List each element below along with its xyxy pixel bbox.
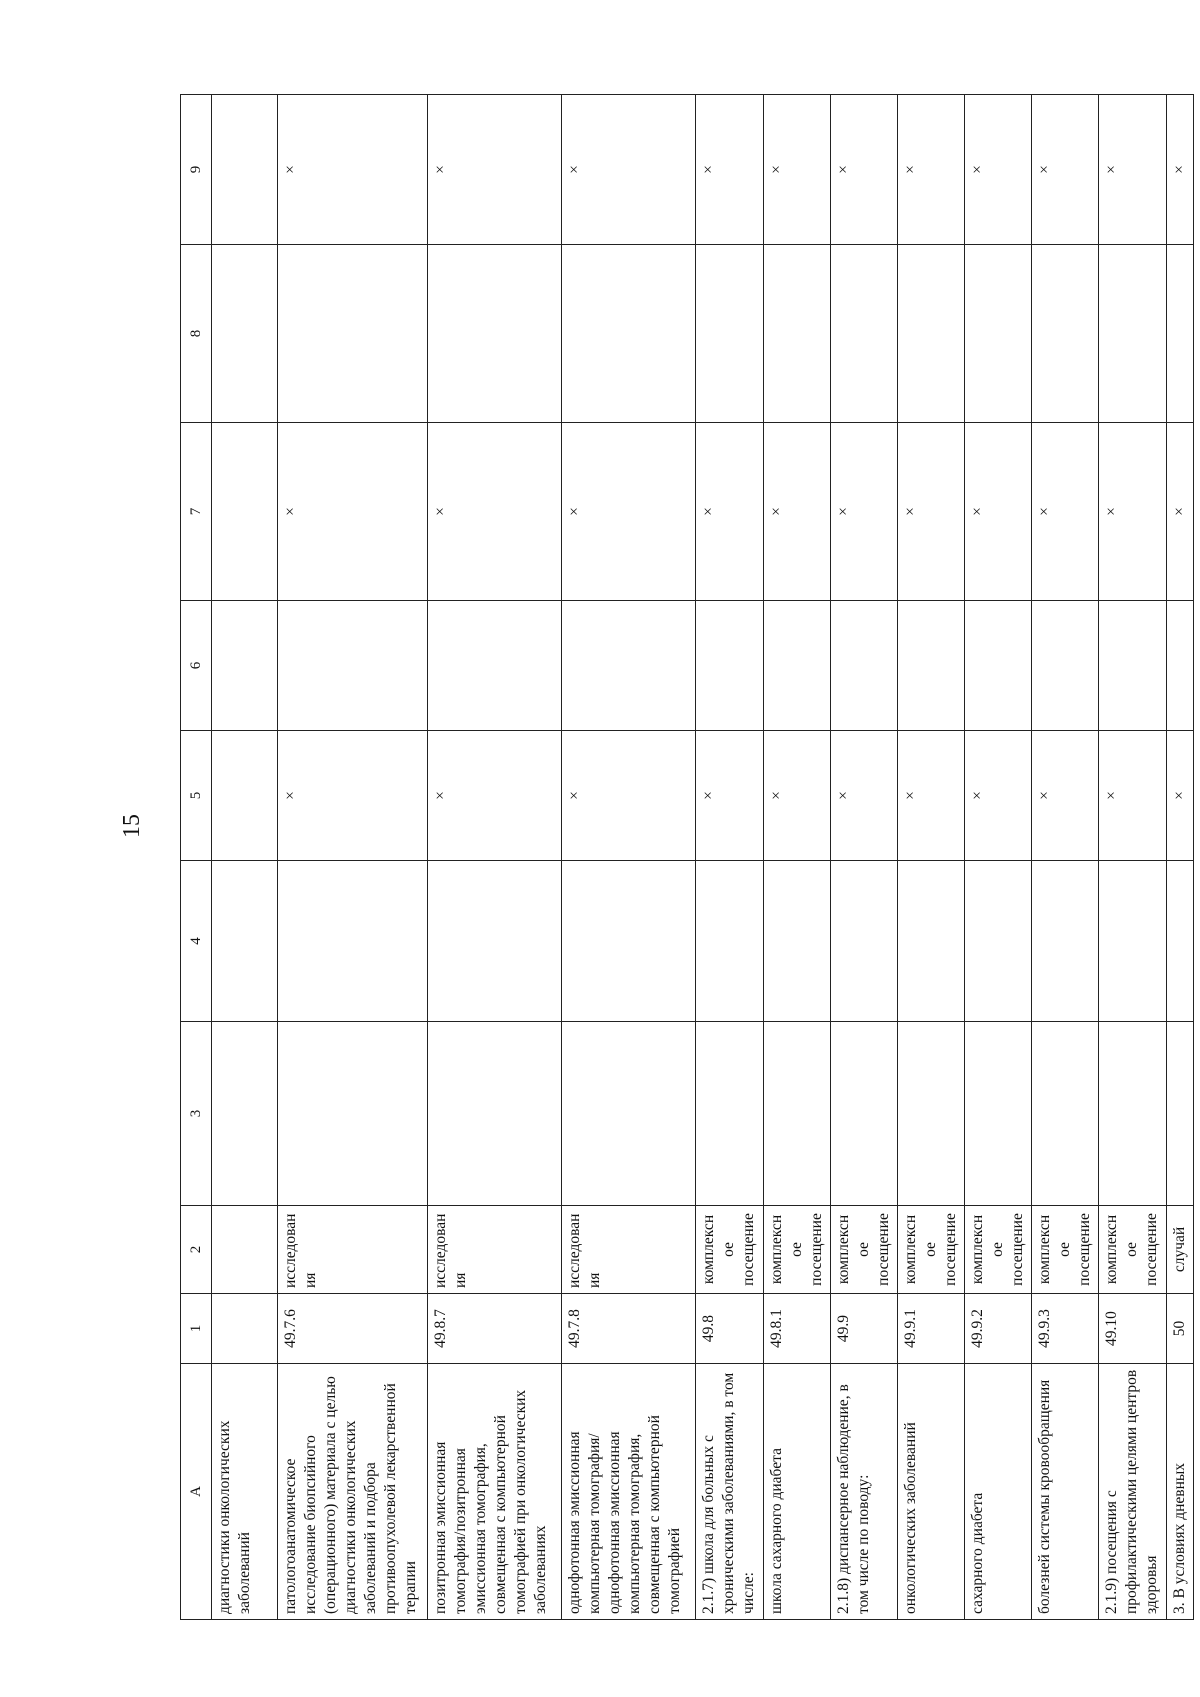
row-label: 2.1.7) школа для больных с хроническими заболеваниями, в том числе:	[696, 1364, 764, 1620]
empty-cell	[965, 601, 1032, 731]
cell-col7: ×	[1099, 423, 1167, 601]
row-unit: комплексное посещение	[764, 1206, 831, 1294]
empty-cell	[278, 601, 428, 731]
row-unit: комплексное посещение	[696, 1206, 764, 1294]
row-label: сахарного диабета	[965, 1364, 1032, 1620]
header-cell: 2	[181, 1206, 212, 1294]
empty-cell	[831, 861, 898, 1022]
empty-cell	[1167, 245, 1194, 423]
empty-cell	[212, 601, 278, 731]
row-code: 49.9	[831, 1294, 898, 1364]
empty-cell	[898, 245, 965, 423]
empty-cell	[562, 245, 696, 423]
row-label: однофотонная эмиссионная компьютерная томография/ однофотонная эмиссионная компьютерная томография, совмещенная с компьютерной томографией	[562, 1364, 696, 1620]
row-unit: комплексное посещение	[965, 1206, 1032, 1294]
row-label: 3. В условиях дневных	[1167, 1364, 1194, 1620]
header-cell: 6	[181, 601, 212, 731]
cell-col9: ×	[562, 95, 696, 245]
row-code: 49.7.8	[562, 1294, 696, 1364]
page-number: 15	[119, 814, 145, 838]
cell-col5: ×	[965, 731, 1032, 861]
empty-cell	[898, 861, 965, 1022]
empty-cell	[764, 601, 831, 731]
cell-col7	[212, 423, 278, 601]
row-code: 49.7.6	[278, 1294, 428, 1364]
empty-cell	[696, 861, 764, 1022]
row-unit: комплексное посещение	[898, 1206, 965, 1294]
empty-cell	[1167, 601, 1194, 731]
empty-cell	[428, 1022, 562, 1206]
table-row	[764, 95, 831, 1620]
empty-cell	[898, 1022, 965, 1206]
cell-col5: ×	[764, 731, 831, 861]
empty-cell	[1032, 601, 1099, 731]
row-code	[212, 1294, 278, 1364]
cell-col7: ×	[1032, 423, 1099, 601]
header-cell: 5	[181, 731, 212, 861]
cell-col7: ×	[764, 423, 831, 601]
table-row	[898, 95, 965, 1620]
cell-col5: ×	[1099, 731, 1167, 861]
row-code: 49.10	[1099, 1294, 1167, 1364]
row-code: 49.9.1	[898, 1294, 965, 1364]
row-unit: случай	[1167, 1206, 1194, 1294]
rotated-table-container	[180, 95, 1188, 1620]
table-row	[428, 95, 562, 1620]
cell-col9: ×	[1099, 95, 1167, 245]
cell-col9: ×	[428, 95, 562, 245]
row-unit: комплексное посещение	[1032, 1206, 1099, 1294]
empty-cell	[212, 245, 278, 423]
cell-col5: ×	[1032, 731, 1099, 861]
empty-cell	[1032, 245, 1099, 423]
row-label: онкологических заболеваний	[898, 1364, 965, 1620]
empty-cell	[1167, 861, 1194, 1022]
empty-cell	[278, 1022, 428, 1206]
empty-cell	[965, 1022, 1032, 1206]
row-unit: исследования	[428, 1206, 562, 1294]
empty-cell	[278, 861, 428, 1022]
data-table	[180, 94, 1194, 1620]
empty-cell	[278, 245, 428, 423]
cell-col5: ×	[696, 731, 764, 861]
cell-col9: ×	[898, 95, 965, 245]
table-row	[831, 95, 898, 1620]
empty-cell	[831, 1022, 898, 1206]
row-label: школа сахарного диабета	[764, 1364, 831, 1620]
cell-col9: ×	[764, 95, 831, 245]
table-row	[212, 95, 278, 1620]
cell-col5: ×	[278, 731, 428, 861]
row-label: патологоанатомическое исследование биопсийного (операционного) материала с целью диагностики онкологических заболеваний и подбора противоопухолевой лекарственной терапии	[278, 1364, 428, 1620]
empty-cell	[696, 1022, 764, 1206]
cell-col7: ×	[562, 423, 696, 601]
cell-col7: ×	[696, 423, 764, 601]
cell-col9	[212, 95, 278, 245]
row-code: 49.9.2	[965, 1294, 1032, 1364]
row-label: 2.1.8) диспансерное наблюдение, в том числе по поводу:	[831, 1364, 898, 1620]
empty-cell	[965, 861, 1032, 1022]
empty-cell	[898, 601, 965, 731]
empty-cell	[965, 245, 1032, 423]
empty-cell	[212, 861, 278, 1022]
empty-cell	[696, 601, 764, 731]
row-code: 49.9.3	[1032, 1294, 1099, 1364]
cell-col7: ×	[898, 423, 965, 601]
empty-cell	[1167, 1022, 1194, 1206]
empty-cell	[764, 1022, 831, 1206]
row-code: 49.8	[696, 1294, 764, 1364]
header-cell: 8	[181, 245, 212, 423]
cell-col5	[212, 731, 278, 861]
row-unit: исследования	[278, 1206, 428, 1294]
row-code: 50	[1167, 1294, 1194, 1364]
cell-col7: ×	[965, 423, 1032, 601]
empty-cell	[831, 245, 898, 423]
row-label: диагностики онкологических заболеваний	[212, 1364, 278, 1620]
empty-cell	[764, 245, 831, 423]
empty-cell	[1099, 601, 1167, 731]
cell-col9: ×	[1167, 95, 1194, 245]
table-row	[1167, 95, 1194, 1620]
table-row	[696, 95, 764, 1620]
empty-cell	[696, 245, 764, 423]
cell-col7: ×	[428, 423, 562, 601]
row-label: 2.1.9) посещения с профилактическими целями центров здоровья	[1099, 1364, 1167, 1620]
header-cell: 4	[181, 861, 212, 1022]
cell-col5: ×	[1167, 731, 1194, 861]
empty-cell	[831, 601, 898, 731]
header-cell: 9	[181, 95, 212, 245]
header-row	[181, 95, 212, 1620]
empty-cell	[428, 245, 562, 423]
cell-col5: ×	[831, 731, 898, 861]
cell-col9: ×	[831, 95, 898, 245]
cell-col9: ×	[278, 95, 428, 245]
empty-cell	[1099, 1022, 1167, 1206]
cell-col7: ×	[278, 423, 428, 601]
empty-cell	[428, 601, 562, 731]
cell-col5: ×	[898, 731, 965, 861]
empty-cell	[1032, 1022, 1099, 1206]
row-unit	[212, 1206, 278, 1294]
row-unit: комплексное посещение	[1099, 1206, 1167, 1294]
table-row	[965, 95, 1032, 1620]
row-code: 49.8.1	[764, 1294, 831, 1364]
row-unit: исследования	[562, 1206, 696, 1294]
row-label: позитронная эмиссионная томография/позитронная эмиссионная томография, совмещенная с компьютерной томографией при онкологических заболеваниях	[428, 1364, 562, 1620]
empty-cell	[764, 861, 831, 1022]
row-label: болезней системы кровообращения	[1032, 1364, 1099, 1620]
table-row	[562, 95, 696, 1620]
cell-col5: ×	[428, 731, 562, 861]
table-row	[1032, 95, 1099, 1620]
table-row	[1099, 95, 1167, 1620]
empty-cell	[212, 1022, 278, 1206]
empty-cell	[562, 1022, 696, 1206]
cell-col9: ×	[1032, 95, 1099, 245]
empty-cell	[428, 861, 562, 1022]
cell-col5: ×	[562, 731, 696, 861]
cell-col9: ×	[696, 95, 764, 245]
empty-cell	[1032, 861, 1099, 1022]
cell-col7: ×	[831, 423, 898, 601]
header-cell: 1	[181, 1294, 212, 1364]
header-cell: А	[181, 1364, 212, 1620]
row-unit: комплексное посещение	[831, 1206, 898, 1294]
table-row	[278, 95, 428, 1620]
empty-cell	[562, 861, 696, 1022]
empty-cell	[1099, 245, 1167, 423]
header-cell: 3	[181, 1022, 212, 1206]
empty-cell	[562, 601, 696, 731]
header-cell: 7	[181, 423, 212, 601]
empty-cell	[1099, 861, 1167, 1022]
row-code: 49.8.7	[428, 1294, 562, 1364]
cell-col7: ×	[1167, 423, 1194, 601]
cell-col9: ×	[965, 95, 1032, 245]
